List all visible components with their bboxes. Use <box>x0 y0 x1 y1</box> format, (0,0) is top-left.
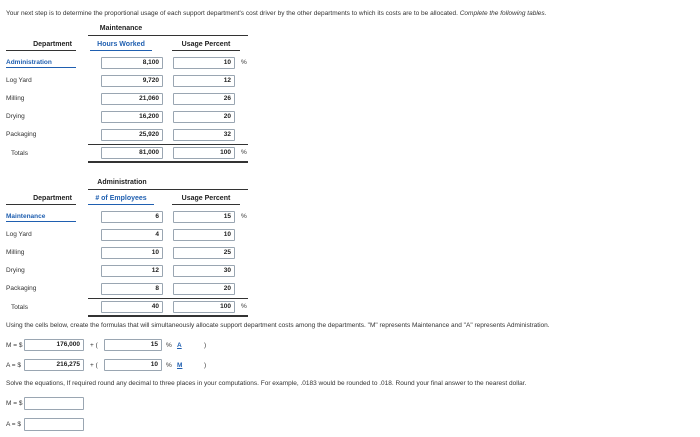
table1-total-pct-sign: % <box>241 149 247 156</box>
table2-group-rule <box>88 189 248 190</box>
table2-total-usage-cell[interactable]: 100 <box>173 301 235 313</box>
formula-m-pct-sign: % <box>166 342 172 349</box>
table1-row-label: Packaging <box>6 131 37 138</box>
formula-m-close: ) <box>204 342 207 349</box>
table1-row-label: Drying <box>6 113 25 120</box>
formula-m-label: M = $ <box>6 342 23 349</box>
formula-m-cost-cell[interactable]: 176,000 <box>24 339 84 351</box>
table1-row-label: Milling <box>6 95 25 102</box>
formula-a-close: ) <box>204 362 207 369</box>
table2-usage-cell[interactable]: 15 <box>173 211 235 223</box>
formula-a-pct-sign: % <box>166 362 172 369</box>
table2-total-pct-sign: % <box>241 303 247 310</box>
table1-driver-cell[interactable]: 25,920 <box>101 129 163 141</box>
table2-total-rule <box>88 298 248 299</box>
table1-row-label: Administration <box>6 59 76 68</box>
formulas-instruction: Using the cells below, create the formulas that will simultaneously allocate support department costs among the departments. "M" represents Maintenance and "A" represents Administration. <box>6 322 550 329</box>
solve-a-input[interactable] <box>24 418 84 431</box>
table1-driver-cell[interactable]: 16,200 <box>101 111 163 123</box>
table2-double-rule <box>88 315 248 317</box>
solve-m-label: M = $ <box>6 400 23 407</box>
table2-total-driver-cell[interactable]: 40 <box>101 301 163 313</box>
table2-row-label: Packaging <box>6 285 37 292</box>
formula-a-label: A = $ <box>6 362 21 369</box>
table1-pct-sign: % <box>241 59 247 66</box>
table2-row-label: Log Yard <box>6 231 32 238</box>
table1-usage-cell[interactable]: 26 <box>173 93 235 105</box>
table1-row-label: Log Yard <box>6 77 32 84</box>
table1-group-header: Maintenance <box>99 25 143 32</box>
table2-pct-sign: % <box>241 213 247 220</box>
table2-row-label: Milling <box>6 249 25 256</box>
formula-a-pct-cell[interactable]: 10 <box>104 359 162 371</box>
table1-usage-cell[interactable]: 12 <box>173 75 235 87</box>
table2-row-label: Drying <box>6 267 25 274</box>
table2-driver-cell[interactable]: 8 <box>101 283 163 295</box>
table1-total-usage-cell[interactable]: 100 <box>173 147 235 159</box>
table2-totals-label: Totals <box>11 304 28 311</box>
table2-col-usage: Usage Percent <box>172 195 240 205</box>
intro-text: Your next step is to determine the proportional usage of each support department's cost driver by the other departments to which its costs are to be allocated. Complete the following tables. <box>6 10 547 17</box>
formula-m-pct-cell[interactable]: 15 <box>104 339 162 351</box>
table1-usage-cell[interactable]: 10 <box>173 57 235 69</box>
table1-driver-cell[interactable]: 8,100 <box>101 57 163 69</box>
table1-driver-cell[interactable]: 9,720 <box>101 75 163 87</box>
formula-a-cost-cell[interactable]: 216,275 <box>24 359 84 371</box>
table1-col-usage: Usage Percent <box>172 41 240 51</box>
table2-usage-cell[interactable]: 20 <box>173 283 235 295</box>
table2-col-department: Department <box>6 195 76 205</box>
table2-col-driver: # of Employees <box>88 195 154 205</box>
table1-totals-label: Totals <box>11 150 28 157</box>
table2-usage-cell[interactable]: 25 <box>173 247 235 259</box>
table1-total-rule <box>88 144 248 145</box>
table1-col-department: Department <box>6 41 76 51</box>
table2-driver-cell[interactable]: 10 <box>101 247 163 259</box>
table1-col-driver: Hours Worked <box>90 41 152 51</box>
table2-driver-cell[interactable]: 4 <box>101 229 163 241</box>
formula-m-variable: A <box>177 342 182 349</box>
table2-row-label: Maintenance <box>6 213 76 222</box>
table2-group-header: Administration <box>97 179 147 186</box>
table2-usage-cell[interactable]: 30 <box>173 265 235 277</box>
table2-driver-cell[interactable]: 6 <box>101 211 163 223</box>
solve-m-input[interactable] <box>24 397 84 410</box>
table2-driver-cell[interactable]: 12 <box>101 265 163 277</box>
formula-a-variable: M <box>177 362 183 369</box>
solve-instruction: Solve the equations, If required round any decimal to three places in your computations. For example, .0183 would be rounded to .018. Round your final answer to the nearest dollar. <box>6 380 527 387</box>
table2-usage-cell[interactable]: 10 <box>173 229 235 241</box>
formula-a-plus: + ( <box>90 362 98 369</box>
table1-double-rule <box>88 161 248 163</box>
table1-group-rule <box>88 35 248 36</box>
table1-usage-cell[interactable]: 32 <box>173 129 235 141</box>
formula-m-plus: + ( <box>90 342 98 349</box>
table1-usage-cell[interactable]: 20 <box>173 111 235 123</box>
table1-driver-cell[interactable]: 21,060 <box>101 93 163 105</box>
table1-total-driver-cell[interactable]: 81,000 <box>101 147 163 159</box>
solve-a-label: A = $ <box>6 421 21 428</box>
